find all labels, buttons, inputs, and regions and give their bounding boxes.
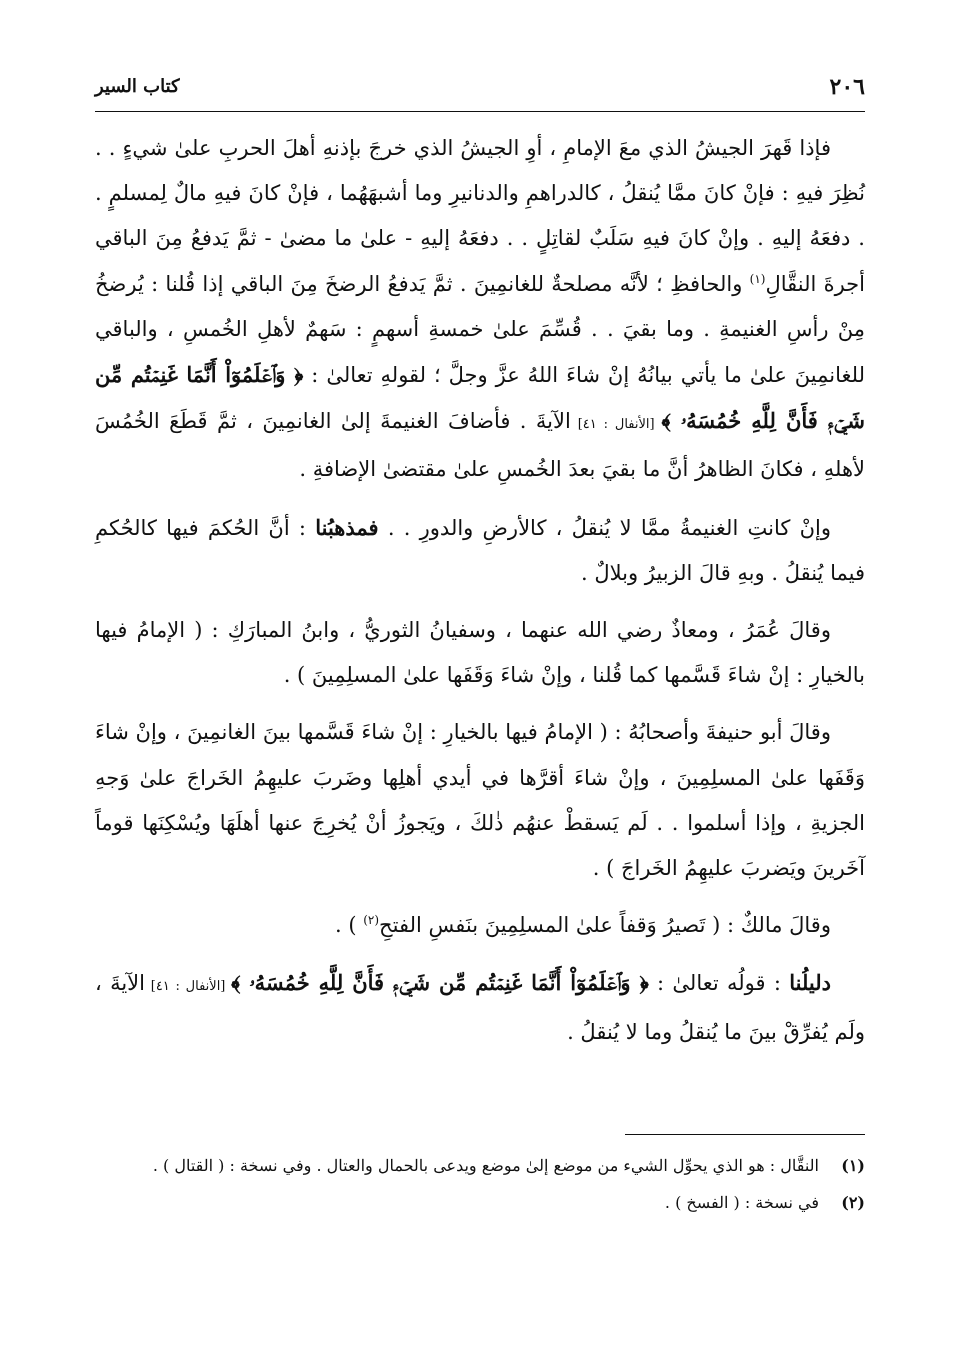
running-head xyxy=(95,74,865,108)
paragraph-5-part-b: ) . xyxy=(335,913,364,938)
paragraph-6-bold: دليلُنا xyxy=(789,970,831,996)
paragraph-5 xyxy=(95,903,865,948)
verse-reference-2: [الأنفال : ٤١] xyxy=(145,979,232,995)
main-text xyxy=(95,126,865,1067)
quran-verse-2: ﴿ وَٱعۡلَمُوٓاْ أَنَّمَا غَنِمۡتُم مِّن شَيۡءٖ فَأَنَّ لِلَّهِ خُمُسَهُۥ ﴾ xyxy=(231,970,649,996)
paragraph-2 xyxy=(95,505,865,596)
footnote-2 xyxy=(95,1187,865,1218)
paragraph-4: وقالَ أبو حنيفةَ وأصحابُهُ : ( الإمامُ فيها بالخيارِ : إنْ شاءَ قَسَّمها بينَ الغانمِينَ ، وإنْ شاءَ وَقَفَها علىٰ المسلِمِينَ ، وإنْ شاءَ أقرَّها في أيدي أهلِها وضَربَ عليهِمُ الخَراجَ علىٰ وَجهِ الجزيةِ ، وإذا أسلموا . . لَم يَسقطْ عنهُم ذٰلكَ ، ويَجوزُ أنْ يُخرِجَ عنها أهلَهَا ويُسْكِنَها قوماً آخَرينَ ويَضربَ عليهِمُ الخَراجَ ) . xyxy=(95,720,865,881)
paragraph-1-part-c: الآيةَ . فأضافَ الغنيمةَ إلىٰ الغانمِينَ ، ثمَّ قَطَعَ الخُمُسَ لأهلهِ ، فكانَ الظاهرُ أنَّ ما بقيَ بعدَ الخُمسِ علىٰ مقتضىٰ الإضافةِ . xyxy=(95,409,865,482)
paragraph-6-part-a: : قولُه تعالىٰ : xyxy=(648,971,790,996)
paragraph-2-part-a: وإنْ كانتِ الغنيمةُ ممَّا لا يُنقلُ ، كالأرضِ والدورِ . . xyxy=(378,515,832,540)
footnote-text: في نسخة : ( الفسخ ) . xyxy=(664,1193,819,1212)
verse-reference-1: [الأنفال : ٤١] xyxy=(570,417,662,433)
paragraph-1-part-b: والحافظِ ؛ لأنَّه مصلحةٌ للغانمِينَ . ثمَّ يَدفعُ الرضخَ مِنَ الباقي إذا قُلنا : يُرضخُ مِنْ رأسِ الغنيمةِ . وما بقيَ . . قُسِّمَ علىٰ خمسةِ أسهمٍ : سَهمٌ لأهلِ الخُمسِ ، والباقي للغانمِينَ علىٰ ما يأتي بيانُهُ إنْ شاءَ اللهُ عزَّ وجلَّ ؛ لقولهِ تعالىٰ : xyxy=(95,271,865,388)
footnote-ref-2[interactable]: (٢) xyxy=(363,913,380,928)
footnote-1 xyxy=(95,1150,865,1181)
paragraph-6 xyxy=(95,960,865,1054)
paragraph-2-bold: فمذهبُنا xyxy=(315,514,379,540)
header-rule xyxy=(95,111,865,112)
footnote-number: (١) xyxy=(841,1156,865,1175)
footnotes xyxy=(95,1150,865,1224)
book-title: كتاب السير xyxy=(95,76,180,97)
paragraph-6-part-b: الآيةَ ، ولَم يُفرِّقْ بينَ ما يُنقلُ وما لا يُنقلُ . xyxy=(95,971,865,1044)
paragraph-1-part-a: فإذا قَهرَ الجيشُ الذي معَ الإمامِ ، أوِ الجيشُ الذي خرجَ بإذنهِ أهلَ الحربِ علىٰ شيءٍ . . نُظِرَ فيهِ : فإنْ كانَ ممَّا يُنقلُ ، كالدراهمِ والدنانيرِ وما أشبهَهُما ، فإنْ كانَ فيهِ مالٌ لِمسلمٍ . . دفعَهُ إليهِ . وإنْ كانَ فيهِ سَلَبٌ لقاتِلٍ . . دفعَهُ إليهِ - علىٰ ما مضىٰ - ثمَّ يَدفعُ مِنَ الباقي أجرةَ النقَّالِ xyxy=(95,136,865,296)
footnote-rule xyxy=(625,1134,865,1135)
page-number: ٢٠٦ xyxy=(829,74,865,100)
footnote-ref-1[interactable]: (١) xyxy=(749,271,766,286)
paragraph-2-part-b: : أنَّ الحُكمَ فيها كالحُكمِ فيما يُنقلُ . وبهِ قالَ الزبيرُ وبلالٌ . xyxy=(95,515,865,585)
footnote-text: النقَّال : هو الذي يحوِّل الشيء من موضع إلىٰ موضع ويدعى بالحمال والعتال . وفي نسخة : ( القتال ) . xyxy=(152,1156,819,1175)
quran-verse-1: ﴿ وَٱعۡلَمُوٓاْ أَنَّمَا غَنِمۡتُم مِّن شَيۡءٖ فَأَنَّ لِلَّهِ خُمُسَهُۥ ﴾ xyxy=(95,362,865,434)
footnote-number: (٢) xyxy=(841,1193,865,1212)
paragraph-1 xyxy=(95,126,865,493)
paragraph-5-part-a: وقالَ مالكٌ : ( تَصيرُ وَقفاً علىٰ المسلِمِينَ بنَفسِ الفتحِ xyxy=(379,913,831,938)
paragraph-3: وقالَ عُمَرُ ، ومعاذٌ رضي الله عنهما ، وسفيانُ الثوريُّ ، وابنُ المبارَكِ : ( الإمامُ فيها بالخيارِ : إنْ شاءَ قَسَّمها كما قُلنا ، وإنْ شاءَ وَقَفَها علىٰ المسلِمِينَ ) . xyxy=(95,618,865,688)
